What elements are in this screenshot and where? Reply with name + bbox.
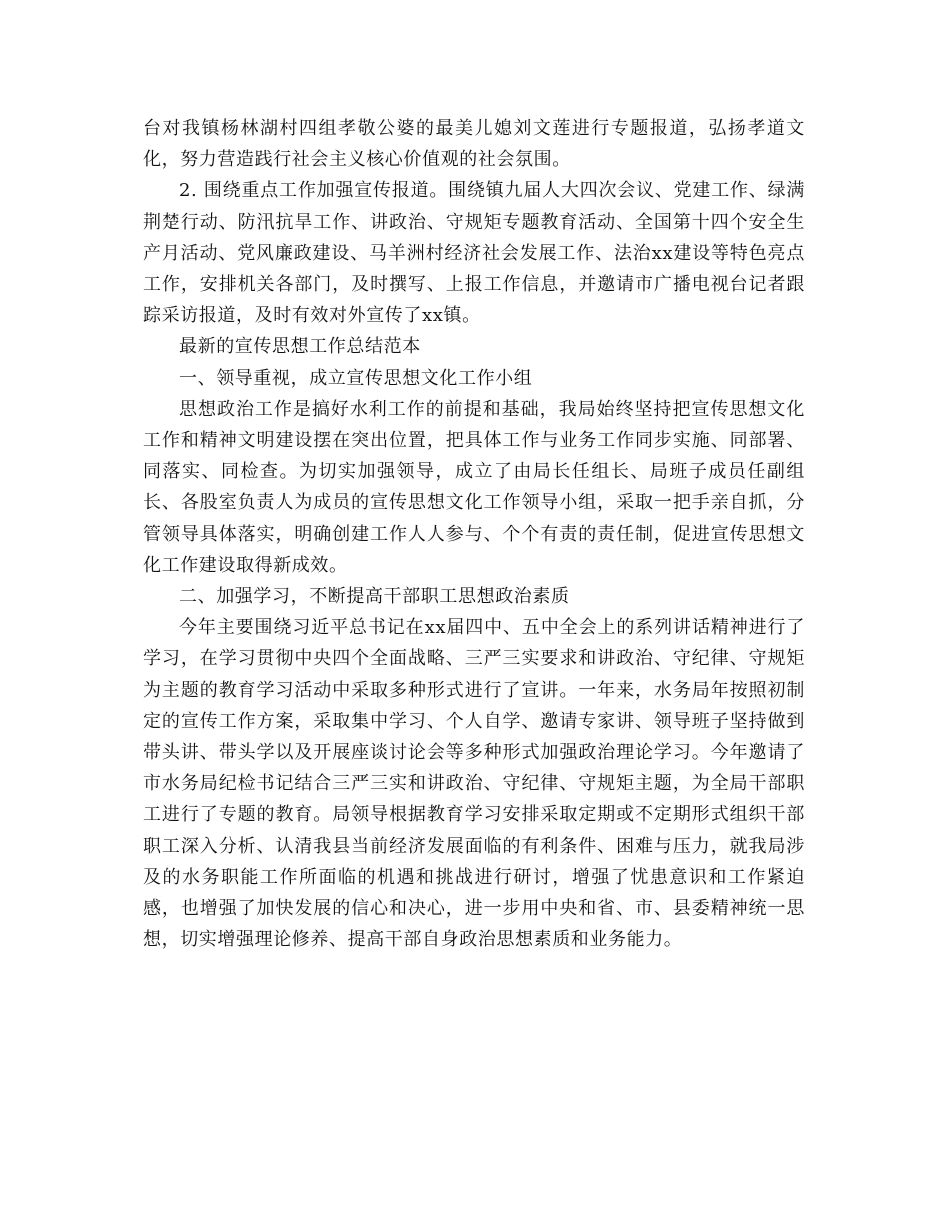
heading-1: 一、领导重视，成立宣传思想文化工作小组 (179, 367, 533, 389)
section-title: 最新的宣传思想工作总结范本 (179, 336, 421, 358)
paragraph-3: 思想政治工作是搞好水利工作的前提和基础，我局始终坚持把宣传思想文化工作和精神文明建设摆在突出位置，把具体工作与业务工作同步实施、同部署、同落实、同检查。为切实加强领导，成立了由局长任组长、局班子成员任副组长、各股室负责人为成员的宣传思想文化工作领导小组，采取一把手亲自抓，分管领导具体落实，明确创建工作人人参与、个个有责的责任制，促进宣传思想文化工作建设取得新成效。 (143, 398, 805, 576)
heading-2: 二、加强学习，不断提高干部职工思想政治素质 (179, 586, 570, 608)
paragraph-2: 2. 围绕重点工作加强宣传报道。围绕镇九届人大四次会议、党建工作、绿满荆楚行动、防汛抗旱工作、讲政治、守规矩专题教育活动、全国第十四个安全生产月活动、党风廉政建设、马羊洲村经济社会发展工作、法治xx建设等特色亮点工作，安排机关各部门，及时撰写、上报工作信息，并邀请市广播电视台记者跟踪采访报道，及时有效对外宣传了xx镇。 (143, 180, 805, 327)
document-page (143, 113, 805, 955)
paragraph-4: 今年主要围绕习近平总书记在xx届四中、五中全会上的系列讲话精神进行了学习，在学习贯彻中央四个全面战略、三严三实要求和讲政治、守纪律、守规矩为主题的教育学习活动中采取多种形式进行了宣讲。一年来，水务局年按照初制定的宣传工作方案，采取集中学习、个人自学、邀请专家讲、领导班子坚持做到带头讲、带头学以及开展座谈讨论会等多种形式加强政治理论学习。今年邀请了市水务局纪检书记结合三严三实和讲政治、守纪律、守规矩主题，为全局干部职工进行了专题的教育。局领导根据教育学习安排采取定期或不定期形式组织干部职工深入分析、认清我县当前经济发展面临的有利条件、困难与压力，就我局涉及的水务职能工作所面临的机遇和挑战进行研讨，增强了忧患意识和工作紧迫感，也增强了加快发展的信心和决心，进一步用中央和省、市、县委精神统一思想，切实增强理论修养、提高干部自身政治思想素质和业务能力。 (143, 617, 805, 951)
paragraph-1: 台对我镇杨林湖村四组孝敬公婆的最美儿媳刘文莲进行专题报道，弘扬孝道文化，努力营造践行社会主义核心价值观的社会氛围。 (143, 118, 805, 171)
